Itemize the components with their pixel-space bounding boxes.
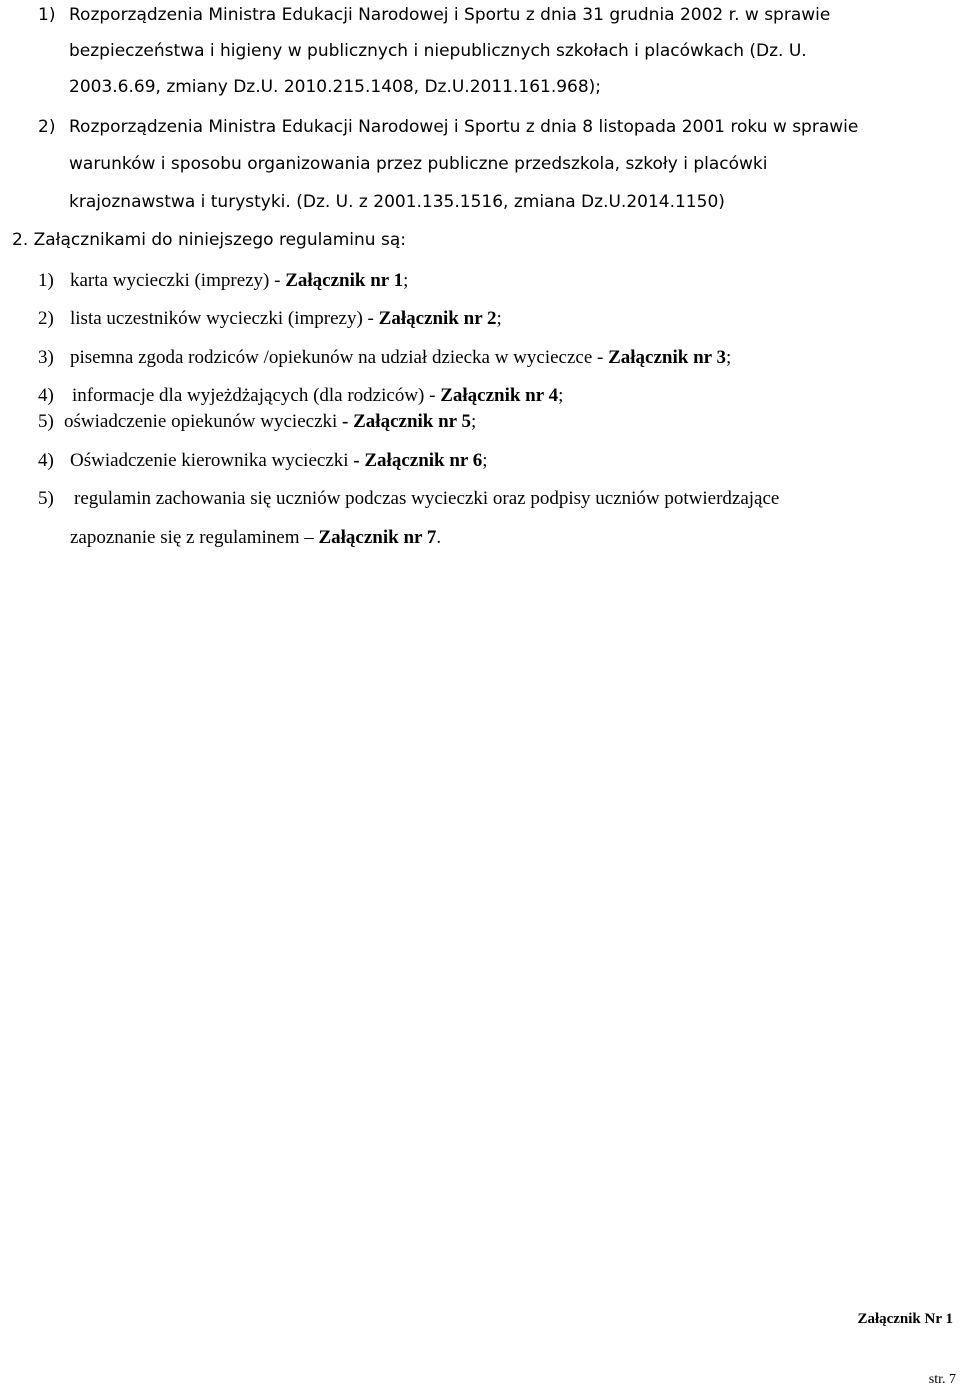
regulation-text-line: 2003.6.69, zmiany Dz.U. 2010.215.1408, Dz.U.2011.161.968); xyxy=(69,77,602,97)
list-item: lista uczestników wycieczki (imprezy) - Załącznik nr 2; xyxy=(70,308,502,329)
regulation-text-line: krajoznawstwa i turystyki. (Dz. U. z 2001.135.1516, zmiana Dz.U.2014.1150) xyxy=(69,192,725,212)
attachment-label: Załącznik Nr 1 xyxy=(857,1311,953,1327)
list-number: 2) xyxy=(38,308,54,329)
list-item: informacje dla wyjeżdżających (dla rodziców) - Załącznik nr 4; xyxy=(72,385,564,406)
attachment-ref: Załącznik nr 4 xyxy=(440,385,559,406)
attachment-ref: Załącznik nr 3 xyxy=(608,347,726,368)
attachment-ref: Załącznik nr 1 xyxy=(285,270,404,291)
list-item-continuation: zapoznanie się z regulaminem – Załącznik nr 7. xyxy=(70,527,442,548)
list-item: regulamin zachowania się uczniów podczas wycieczki oraz podpisy uczniów potwierdzające xyxy=(74,488,780,509)
attachment-ref: - Załącznik nr 6 xyxy=(353,450,483,471)
list-number: 5) xyxy=(38,411,54,432)
attachment-ref: Załącznik nr 7 xyxy=(318,527,437,548)
list-number: 4) xyxy=(38,385,54,406)
list-number: 1) xyxy=(38,270,54,291)
list-item: Oświadczenie kierownika wycieczki - Załącznik nr 6; xyxy=(70,450,488,471)
regulation-number: 2) xyxy=(38,117,56,137)
list-item: oświadczenie opiekunów wycieczki - Załącznik nr 5; xyxy=(64,411,477,432)
list-number: 4) xyxy=(38,450,54,471)
attachment-ref: - Załącznik nr 5 xyxy=(342,411,472,432)
list-item: karta wycieczki (imprezy) - Załącznik nr 1; xyxy=(70,270,409,291)
page-number: str. 7 xyxy=(928,1372,956,1387)
regulation-text-line: bezpieczeństwa i higieny w publicznych i niepublicznych szkołach i placówkach (Dz. U. xyxy=(69,41,807,61)
list-number: 3) xyxy=(38,347,54,368)
list-item: pisemna zgoda rodziców /opiekunów na udział dziecka w wycieczce - Załącznik nr 3; xyxy=(70,347,732,368)
regulation-text-line: Rozporządzenia Ministra Edukacji Narodowej i Sportu z dnia 31 grudnia 2002 r. w sprawie xyxy=(69,5,831,25)
list-number: 5) xyxy=(38,488,54,509)
regulation-text-line: warunków i sposobu organizowania przez publiczne przedszkola, szkoły i placówki xyxy=(69,154,768,174)
regulation-number: 1) xyxy=(38,5,56,25)
section-heading: 2. Załącznikami do niniejszego regulaminu są: xyxy=(12,230,406,250)
regulation-text-line: Rozporządzenia Ministra Edukacji Narodowej i Sportu z dnia 8 listopada 2001 roku w sprawie xyxy=(69,117,859,137)
attachment-ref: Załącznik nr 2 xyxy=(378,308,497,329)
